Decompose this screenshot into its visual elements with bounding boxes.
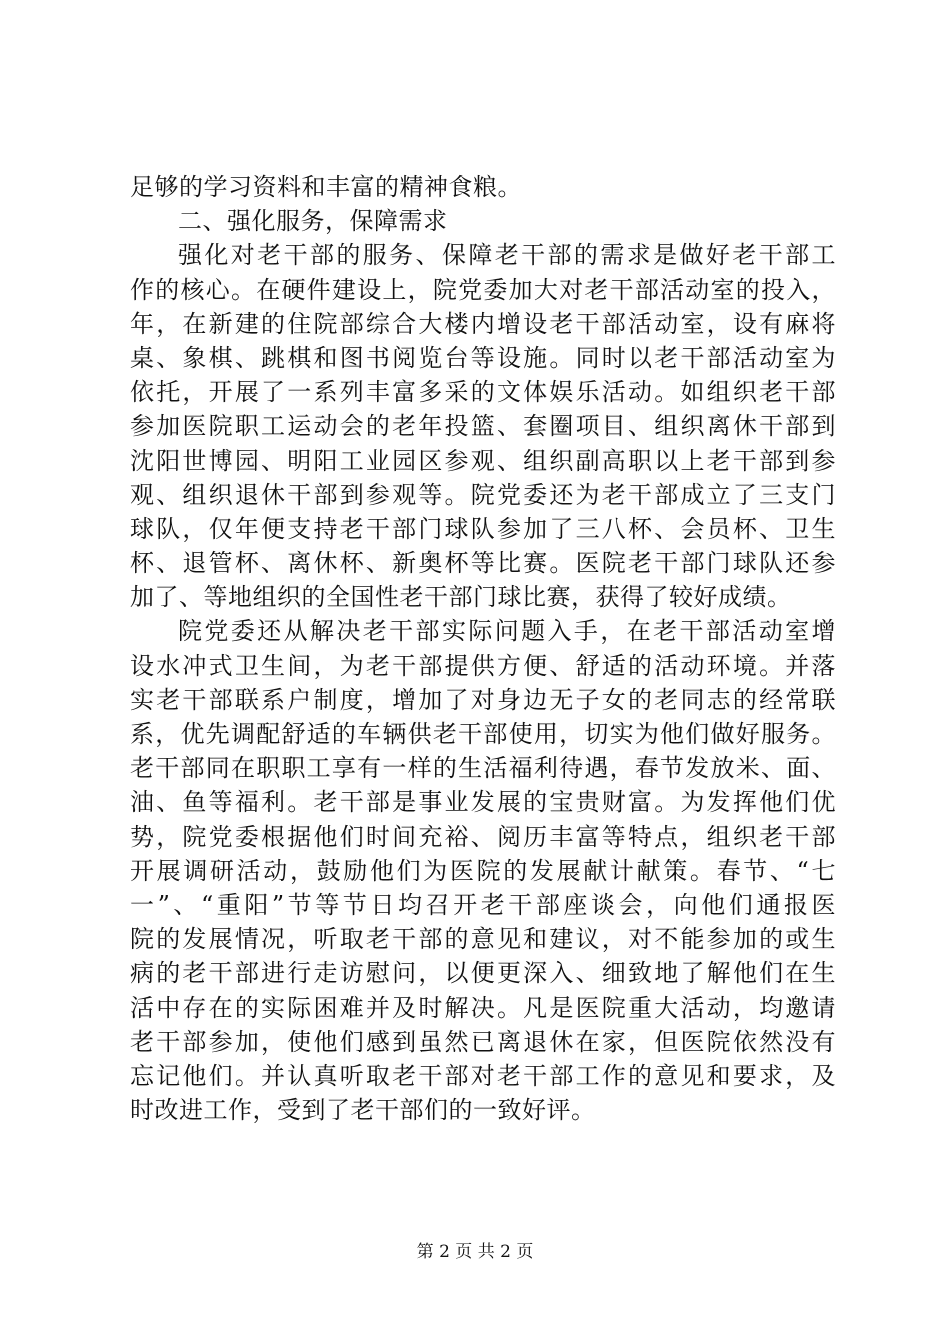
text-line: 一”、“重阳”节等节日均召开老干部座谈会，向他们通报医 [130,890,836,919]
text-line: 老干部同在职职工享有一样的生活福利待遇，春节发放米、面、 [130,754,836,783]
section-heading: 二、强化服务，保障需求 [178,207,448,236]
text-line: 足够的学习资料和丰富的精神食粮。 [130,173,522,201]
text-line: 杯、退管杯、离休杯、新奥杯等比赛。医院老干部门球队还参 [130,549,836,578]
text-line: 观、组织退休干部到参观等。院党委还为老干部成立了三支门 [130,480,836,509]
text-line: 实老干部联系户制度，增加了对身边无子女的老同志的经常联 [130,685,836,714]
text-line: 病的老干部进行走访慰问，以便更深入、细致地了解他们在生 [130,959,836,988]
text-line: 系，优先调配舒适的车辆供老干部使用，切实为他们做好服务。 [130,720,836,748]
text-line: 开展调研活动，鼓励他们为医院的发展献计献策。春节、“七 [130,856,836,885]
text-line: 作的核心。在硬件建设上，院党委加大对老干部活动室的投入， [130,275,836,304]
text-line: 时改进工作，受到了老干部们的一致好评。 [130,1096,596,1125]
text-line: 忘记他们。并认真听取老干部对老干部工作的意见和要求，及 [130,1061,836,1090]
text-line: 强化对老干部的服务、保障老干部的需求是做好老干部工 [178,241,836,270]
text-line: 院的发展情况，听取老干部的意见和建议，对不能参加的或生 [130,925,836,954]
text-line: 院党委还从解决老干部实际问题入手，在老干部活动室增 [178,617,836,646]
text-line: 老干部参加，使他们感到虽然已离退休在家，但医院依然没有 [130,1027,836,1056]
text-line: 依托，开展了一系列丰富多采的文体娱乐活动。如组织老干部 [130,378,836,407]
text-line: 加了、等地组织的全国性老干部门球比赛，获得了较好成绩。 [130,583,792,612]
page-footer: 第 2 页 共 2 页 [416,1242,534,1262]
body-text [130,170,836,1127]
text-line: 沈阳世博园、明阳工业园区参观、组织副高职以上老干部到参 [130,446,836,475]
text-line: 活中存在的实际困难并及时解决。凡是医院重大活动，均邀请 [130,993,836,1022]
text-line: 设水冲式卫生间，为老干部提供方便、舒适的活动环境。并落 [130,651,836,680]
text-line: 势，院党委根据他们时间充裕、阅历丰富等特点，组织老干部 [130,822,836,851]
text-line: 球队，仅年便支持老干部门球队参加了三八杯、会员杯、卫生 [130,514,836,543]
text-line: 年，在新建的住院部综合大楼内增设老干部活动室，设有麻将 [130,309,836,338]
text-line: 桌、象棋、跳棋和图书阅览台等设施。同时以老干部活动室为 [130,343,836,372]
text-line: 参加医院职工运动会的老年投篮、套圈项目、组织离休干部到 [130,412,836,441]
text-line: 油、鱼等福利。老干部是事业发展的宝贵财富。为发挥他们优 [130,788,836,817]
